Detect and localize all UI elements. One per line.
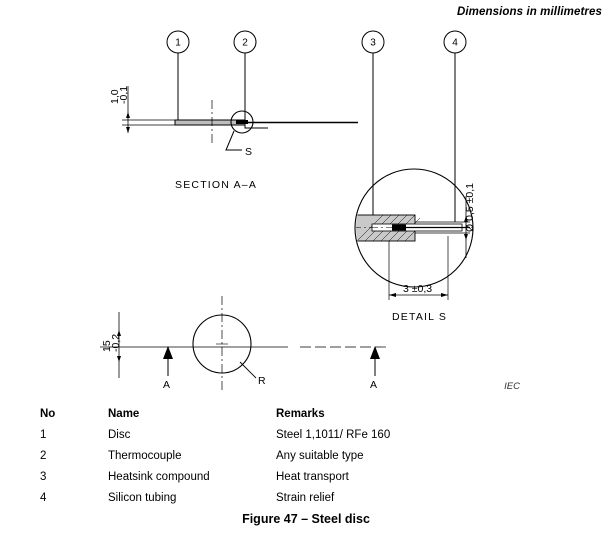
dimensions-note: Dimensions in millimetres [456, 6, 602, 18]
callout-r-label: R [258, 375, 266, 387]
balloon-2 [234, 31, 268, 128]
row-remarks: Any suitable type [276, 450, 364, 462]
row-no: 1 [40, 429, 47, 441]
balloon-4 [444, 31, 466, 222]
disc-diameter-tolerance-label: -0,2 [110, 333, 122, 352]
balloon-1-label: 1 [175, 37, 181, 49]
section-aa-caption: SECTION A–A [175, 179, 258, 191]
table-header-row [40, 408, 460, 429]
section-arrow-left [163, 346, 173, 391]
table-row [40, 471, 460, 492]
row-name: Thermocouple [108, 450, 182, 462]
detail-s-view [352, 169, 478, 323]
balloon-4-label: 4 [452, 37, 458, 49]
thickness-dim-label: 1,0 [109, 89, 121, 104]
plan-view [100, 296, 390, 392]
table-header-name: Name [108, 408, 140, 420]
row-no: 4 [40, 492, 47, 504]
row-remarks: Strain relief [276, 492, 335, 504]
row-no: 2 [40, 450, 47, 462]
iec-mark: IEC [504, 381, 520, 392]
table-row [40, 450, 460, 471]
row-no: 3 [40, 471, 47, 483]
section-arrow-right-label: A [370, 379, 378, 391]
table-header-remarks: Remarks [276, 408, 325, 420]
row-name: Silicon tubing [108, 492, 177, 504]
thickness-tolerance-label: -0,1 [118, 85, 130, 104]
section-aa-view [109, 86, 358, 191]
row-remarks: Heat transport [276, 471, 349, 483]
callout-s-label: S [245, 146, 253, 158]
section-arrow-left-label: A [163, 379, 171, 391]
table-row [40, 492, 460, 513]
table-row [40, 429, 460, 450]
balloon-3 [362, 31, 384, 222]
bore-diameter-label: Ø 0,5 ±0,1 [464, 183, 476, 232]
balloon-1 [167, 31, 214, 122]
table-header-no: No [40, 408, 56, 420]
row-remarks: Steel 1,1011/ RFe 160 [276, 429, 391, 441]
figure-caption: Figure 47 – Steel disc [242, 512, 370, 526]
row-name: Disc [108, 429, 131, 441]
length-dim-label: 3 ±0,3 [403, 283, 433, 295]
parts-table [40, 408, 460, 513]
balloon-3-label: 3 [370, 37, 376, 49]
detail-s-caption: DETAIL S [392, 311, 448, 323]
disc-diameter-label: 15 [101, 340, 113, 352]
row-name: Heatsink compound [108, 471, 210, 483]
section-arrow-right [370, 346, 380, 391]
balloon-2-label: 2 [242, 37, 248, 49]
